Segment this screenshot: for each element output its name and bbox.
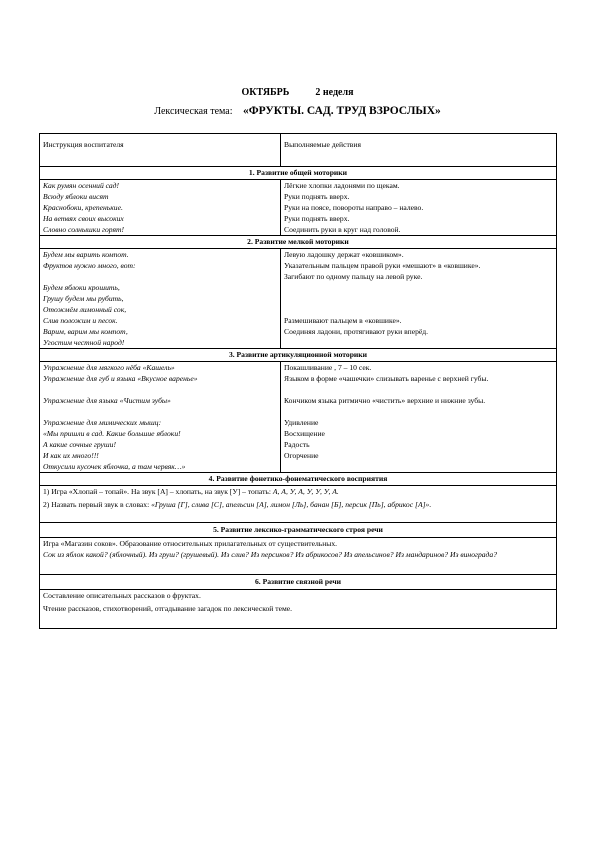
action-line: Языком в форме «чашечки» слизывать варенье с верхней губы. (284, 374, 489, 383)
exercise-line: Упражнение для мимических мышц: (43, 418, 162, 427)
action-line: Соединяя ладони, протягивают руки вперёд. (284, 327, 429, 336)
col-header-actions: Выполняемые действия (281, 134, 557, 167)
week-title: 2 неделя (315, 87, 354, 98)
action-line: Лёгкие хлопки ладонями по щекам. (284, 181, 400, 190)
section-title-row (40, 575, 557, 590)
section-6-content (40, 590, 557, 629)
first-sound-text: 2) Назвать первый звук в словах: (43, 500, 150, 509)
exercise-line: Откусили кусочек яблочка, а там червяк…» (43, 462, 186, 471)
action-line: Удивление (284, 418, 319, 427)
game-line (43, 486, 553, 497)
exercise-line: Упражнение для мягкого нёба «Кашель» (43, 363, 175, 372)
section-1-instructions (40, 180, 281, 236)
table-header-row (40, 134, 557, 167)
action-line: Загибают по одному пальцу на левой руке. (284, 272, 423, 281)
exercise-line: И как их много!!! (43, 451, 99, 460)
poem-line: Словно солнышки горят! (43, 225, 125, 234)
poem-line: Грушу будем мы рубить, (43, 294, 124, 303)
exercise-line: Упражнение для губ и языка «Вкусное варенье» (43, 374, 198, 383)
section-title-row (40, 473, 557, 486)
speech-line: Составление описательных рассказов о фруктах. (43, 591, 201, 600)
lesson-plan-table (39, 133, 557, 629)
section-1-title: 1. Развитие общей моторики (40, 167, 557, 180)
poem-line: Всюду яблоки висят (43, 192, 109, 201)
section-title-row (40, 523, 557, 538)
section-3-actions (281, 362, 557, 473)
section-title-row (40, 236, 557, 249)
juice-game-line: Игра «Магазин соков». Образование относительных прилагательных от существительных. (43, 539, 338, 548)
section-4-content (40, 486, 557, 523)
poem-line: Отожмём лимонный сок, (43, 305, 127, 314)
section-2-actions (281, 249, 557, 349)
action-line: Огорчение (284, 451, 319, 460)
first-sound-line (43, 499, 553, 510)
section-6-body (40, 590, 557, 629)
col-header-instruction: Инструкция воспитателя (40, 134, 281, 167)
exercise-line: Упражнение для языка «Чистим зубы» (43, 396, 171, 405)
first-sound-words: «Груша [Г], слива [С], апельсин [А], лимон [Ль], банан [Б], персик [Пь], абрикос [А]». (151, 500, 432, 509)
action-line: Руки на поясе, повороты направо – налево. (284, 203, 424, 212)
game-text: 1) Игра «Хлопай – топай». На звук [А] – хлопать, на звук [У] – топать: (43, 487, 271, 496)
exercise-line: «Мы пришли в сад. Какие большие яблоки! (43, 429, 181, 438)
poem-line: Будем мы варить компот. (43, 250, 129, 259)
juice-questions: Сок из яблок какой? (яблочный). Из груш? (грушевый). Из слив? Из персиков? Из абрикосов? Из апельсинов? Из мандаринов? Из винограда? (43, 550, 497, 559)
action-line: Кончиком языка ритмично «чистить» верхние и нижние зубы. (284, 396, 486, 405)
topic-line (0, 105, 595, 118)
section-4-body (40, 486, 557, 523)
exercise-line: А какие сочные груши! (43, 440, 116, 449)
action-line: Левую ладошку держат «ковшиком». (284, 250, 404, 259)
section-1-actions (281, 180, 557, 236)
section-3-instructions (40, 362, 281, 473)
section-title-row (40, 349, 557, 362)
poem-line: Слив положим и песок. (43, 316, 118, 325)
poem-line: Краснобоки, крепенькие. (43, 203, 123, 212)
plan-header (0, 87, 595, 99)
section-3-content (40, 362, 557, 473)
section-2-title: 2. Развитие мелкой моторики (40, 236, 557, 249)
section-5-body (40, 538, 557, 575)
topic-title: «ФРУКТЫ. САД. ТРУД ВЗРОСЛЫХ» (243, 105, 441, 117)
game-sequence: А, А, У, А, У, У, У, А. (272, 487, 339, 496)
section-3-title: 3. Развитие артикуляционной моторики (40, 349, 557, 362)
section-2-content (40, 249, 557, 349)
section-title-row (40, 167, 557, 180)
action-line: Покашливание , 7 – 10 сек. (284, 363, 372, 372)
action-line: Размешивают пальцем в «ковшике». (284, 316, 402, 325)
section-2-instructions (40, 249, 281, 349)
poem-line: Угостим честной народ! (43, 338, 125, 347)
section-5-content (40, 538, 557, 575)
action-line: Соединить руки в круг над головой. (284, 225, 401, 234)
section-4-title: 4. Развитие фонетико-фонематического восприятия (40, 473, 557, 486)
speech-line: Чтение рассказов, стихотворений, отгадывание загадок по лексической теме. (43, 604, 293, 613)
action-line: Восхищение (284, 429, 325, 438)
section-6-title: 6. Развитие связной речи (40, 575, 557, 590)
poem-line: На ветвях своих высоких (43, 214, 124, 223)
poem-line: Будем яблоки крошить, (43, 283, 120, 292)
section-1-content (40, 180, 557, 236)
action-line: Руки поднять вверх. (284, 192, 350, 201)
action-line: Радость (284, 440, 310, 449)
poem-line: Как румян осенний сад! (43, 181, 120, 190)
month-title: ОКТЯБРЬ (241, 87, 290, 98)
section-5-title: 5. Развитие лексико-грамматического строя речи (40, 523, 557, 538)
action-line: Указательным пальцем правой руки «мешают» в «ковшике». (284, 261, 481, 270)
poem-line: Варим, варим мы компот, (43, 327, 128, 336)
topic-label: Лексическая тема: (154, 106, 233, 117)
action-line: Руки поднять вверх. (284, 214, 350, 223)
poem-line: Фруктов нужно много, вот: (43, 261, 136, 270)
